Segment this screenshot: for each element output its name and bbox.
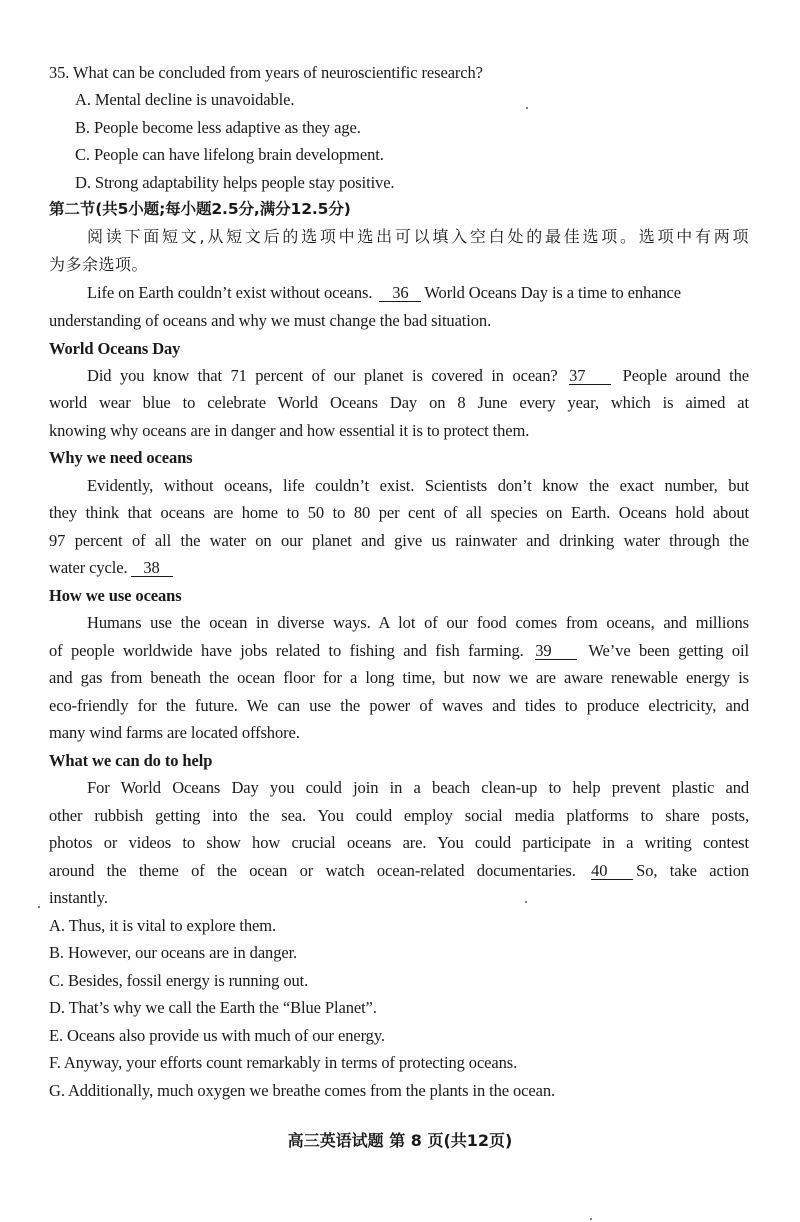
- blank-37: 37: [569, 367, 611, 385]
- p4-text-a: around the theme of the ocean or watch ocean-related documentaries.: [49, 861, 576, 880]
- choice-d: D. That’s why we call the Earth the “Blue Planet”.: [49, 998, 377, 1017]
- question-35-option-c: C. People can have lifelong brain development.: [75, 145, 384, 164]
- heading-what-we-can-do: What we can do to help: [49, 751, 213, 770]
- blank-38: 38: [131, 559, 173, 577]
- heading-world-oceans-day: World Oceans Day: [49, 339, 181, 358]
- section-heading: 第二节(共5小题;每小题2.5分,满分12.5分): [49, 200, 351, 218]
- p4-line-5: instantly.: [49, 888, 108, 907]
- p3-line-1: Humans use the ocean in diverse ways. A lot of our food comes from oceans, and millions: [87, 613, 749, 632]
- p4-line-3: photos or videos to show how crucial oceans are. You could participate in a writing contest: [49, 833, 749, 852]
- intro-text-b: World Oceans Day is a time to enhance: [424, 283, 681, 302]
- choice-a: A. Thus, it is vital to explore them.: [49, 916, 276, 935]
- p4-line-4: [49, 861, 749, 881]
- blank-36: 36: [379, 284, 421, 302]
- scan-speck: [38, 906, 40, 908]
- choice-c: C. Besides, fossil energy is running out.: [49, 971, 309, 990]
- choice-e: E. Oceans also provide us with much of our energy.: [49, 1026, 385, 1045]
- p1-line-2: world wear blue to celebrate World Oceans Day on 8 June every year, which is aimed at: [49, 393, 749, 412]
- question-35-option-b: B. People become less adaptive as they age.: [75, 118, 361, 137]
- choice-f: F. Anyway, your efforts count remarkably in terms of protecting oceans.: [49, 1053, 518, 1072]
- scan-speck: [525, 901, 527, 903]
- page-footer: 高三英语试题 第 8 页(共12页): [287, 1131, 513, 1150]
- p3-line-5: many wind farms are located offshore.: [49, 723, 300, 742]
- heading-how-we-use-oceans: How we use oceans: [49, 586, 182, 605]
- choice-b: B. However, our oceans are in danger.: [49, 943, 298, 962]
- p4-line-2: other rubbish getting into the sea. You could employ social media platforms to share posts,: [49, 806, 749, 825]
- question-35-stem: 35. What can be concluded from years of neuroscientific research?: [49, 63, 483, 82]
- p3-text-a: of people worldwide have jobs related to fishing and fish farming.: [49, 641, 524, 660]
- section-instruction-line-2: 为多余选项。: [49, 255, 149, 274]
- intro-line-1: [87, 283, 749, 303]
- p1-line-1: [87, 366, 749, 386]
- p1-line-3: knowing why oceans are in danger and how essential it is to protect them.: [49, 421, 530, 440]
- p3-line-3: and gas from beneath the ocean floor for a long time, but now we are aware renewable energy is: [49, 668, 749, 687]
- p2-line-1: Evidently, without oceans, life couldn’t exist. Scientists don’t know the exact number, but: [87, 476, 749, 495]
- scan-speck: [526, 107, 528, 109]
- p4-line-1: For World Oceans Day you could join in a beach clean-up to help prevent plastic and: [87, 778, 749, 797]
- p3-line-4: eco-friendly for the future. We can use the power of waves and tides to produce electricity, and: [49, 696, 749, 715]
- scan-speck: [590, 1218, 592, 1220]
- p1-text-a: Did you know that 71 percent of our planet is covered in ocean?: [87, 366, 558, 385]
- p2-line-3: 97 percent of all the water on our planet and give us rainwater and drinking water through the: [49, 531, 749, 550]
- question-35-option-d: D. Strong adaptability helps people stay positive.: [75, 173, 395, 192]
- p3-line-2: [49, 641, 749, 661]
- question-35-option-a: A. Mental decline is unavoidable.: [75, 90, 295, 109]
- choice-g: G. Additionally, much oxygen we breathe comes from the plants in the ocean.: [49, 1081, 555, 1100]
- blank-40: 40: [591, 862, 633, 880]
- section-instruction-line-1: 阅读下面短文,从短文后的选项中选出可以填入空白处的最佳选项。选项中有两项: [87, 227, 749, 246]
- heading-why-we-need-oceans: Why we need oceans: [49, 448, 193, 467]
- p1-text-b: People around the: [622, 366, 750, 385]
- p2-line-2: they think that oceans are home to 50 to 80 per cent of all species on Earth. Oceans hold about: [49, 503, 749, 522]
- intro-text-a: Life on Earth couldn’t exist without oceans.: [87, 283, 373, 302]
- blank-39: 39: [535, 642, 577, 660]
- p2-line-4: [49, 558, 749, 578]
- p2-text: water cycle.: [49, 558, 128, 577]
- intro-line-2: understanding of oceans and why we must change the bad situation.: [49, 311, 492, 330]
- p4-text-b: So, take action: [636, 861, 749, 880]
- p3-text-b: We’ve been getting oil: [588, 641, 750, 660]
